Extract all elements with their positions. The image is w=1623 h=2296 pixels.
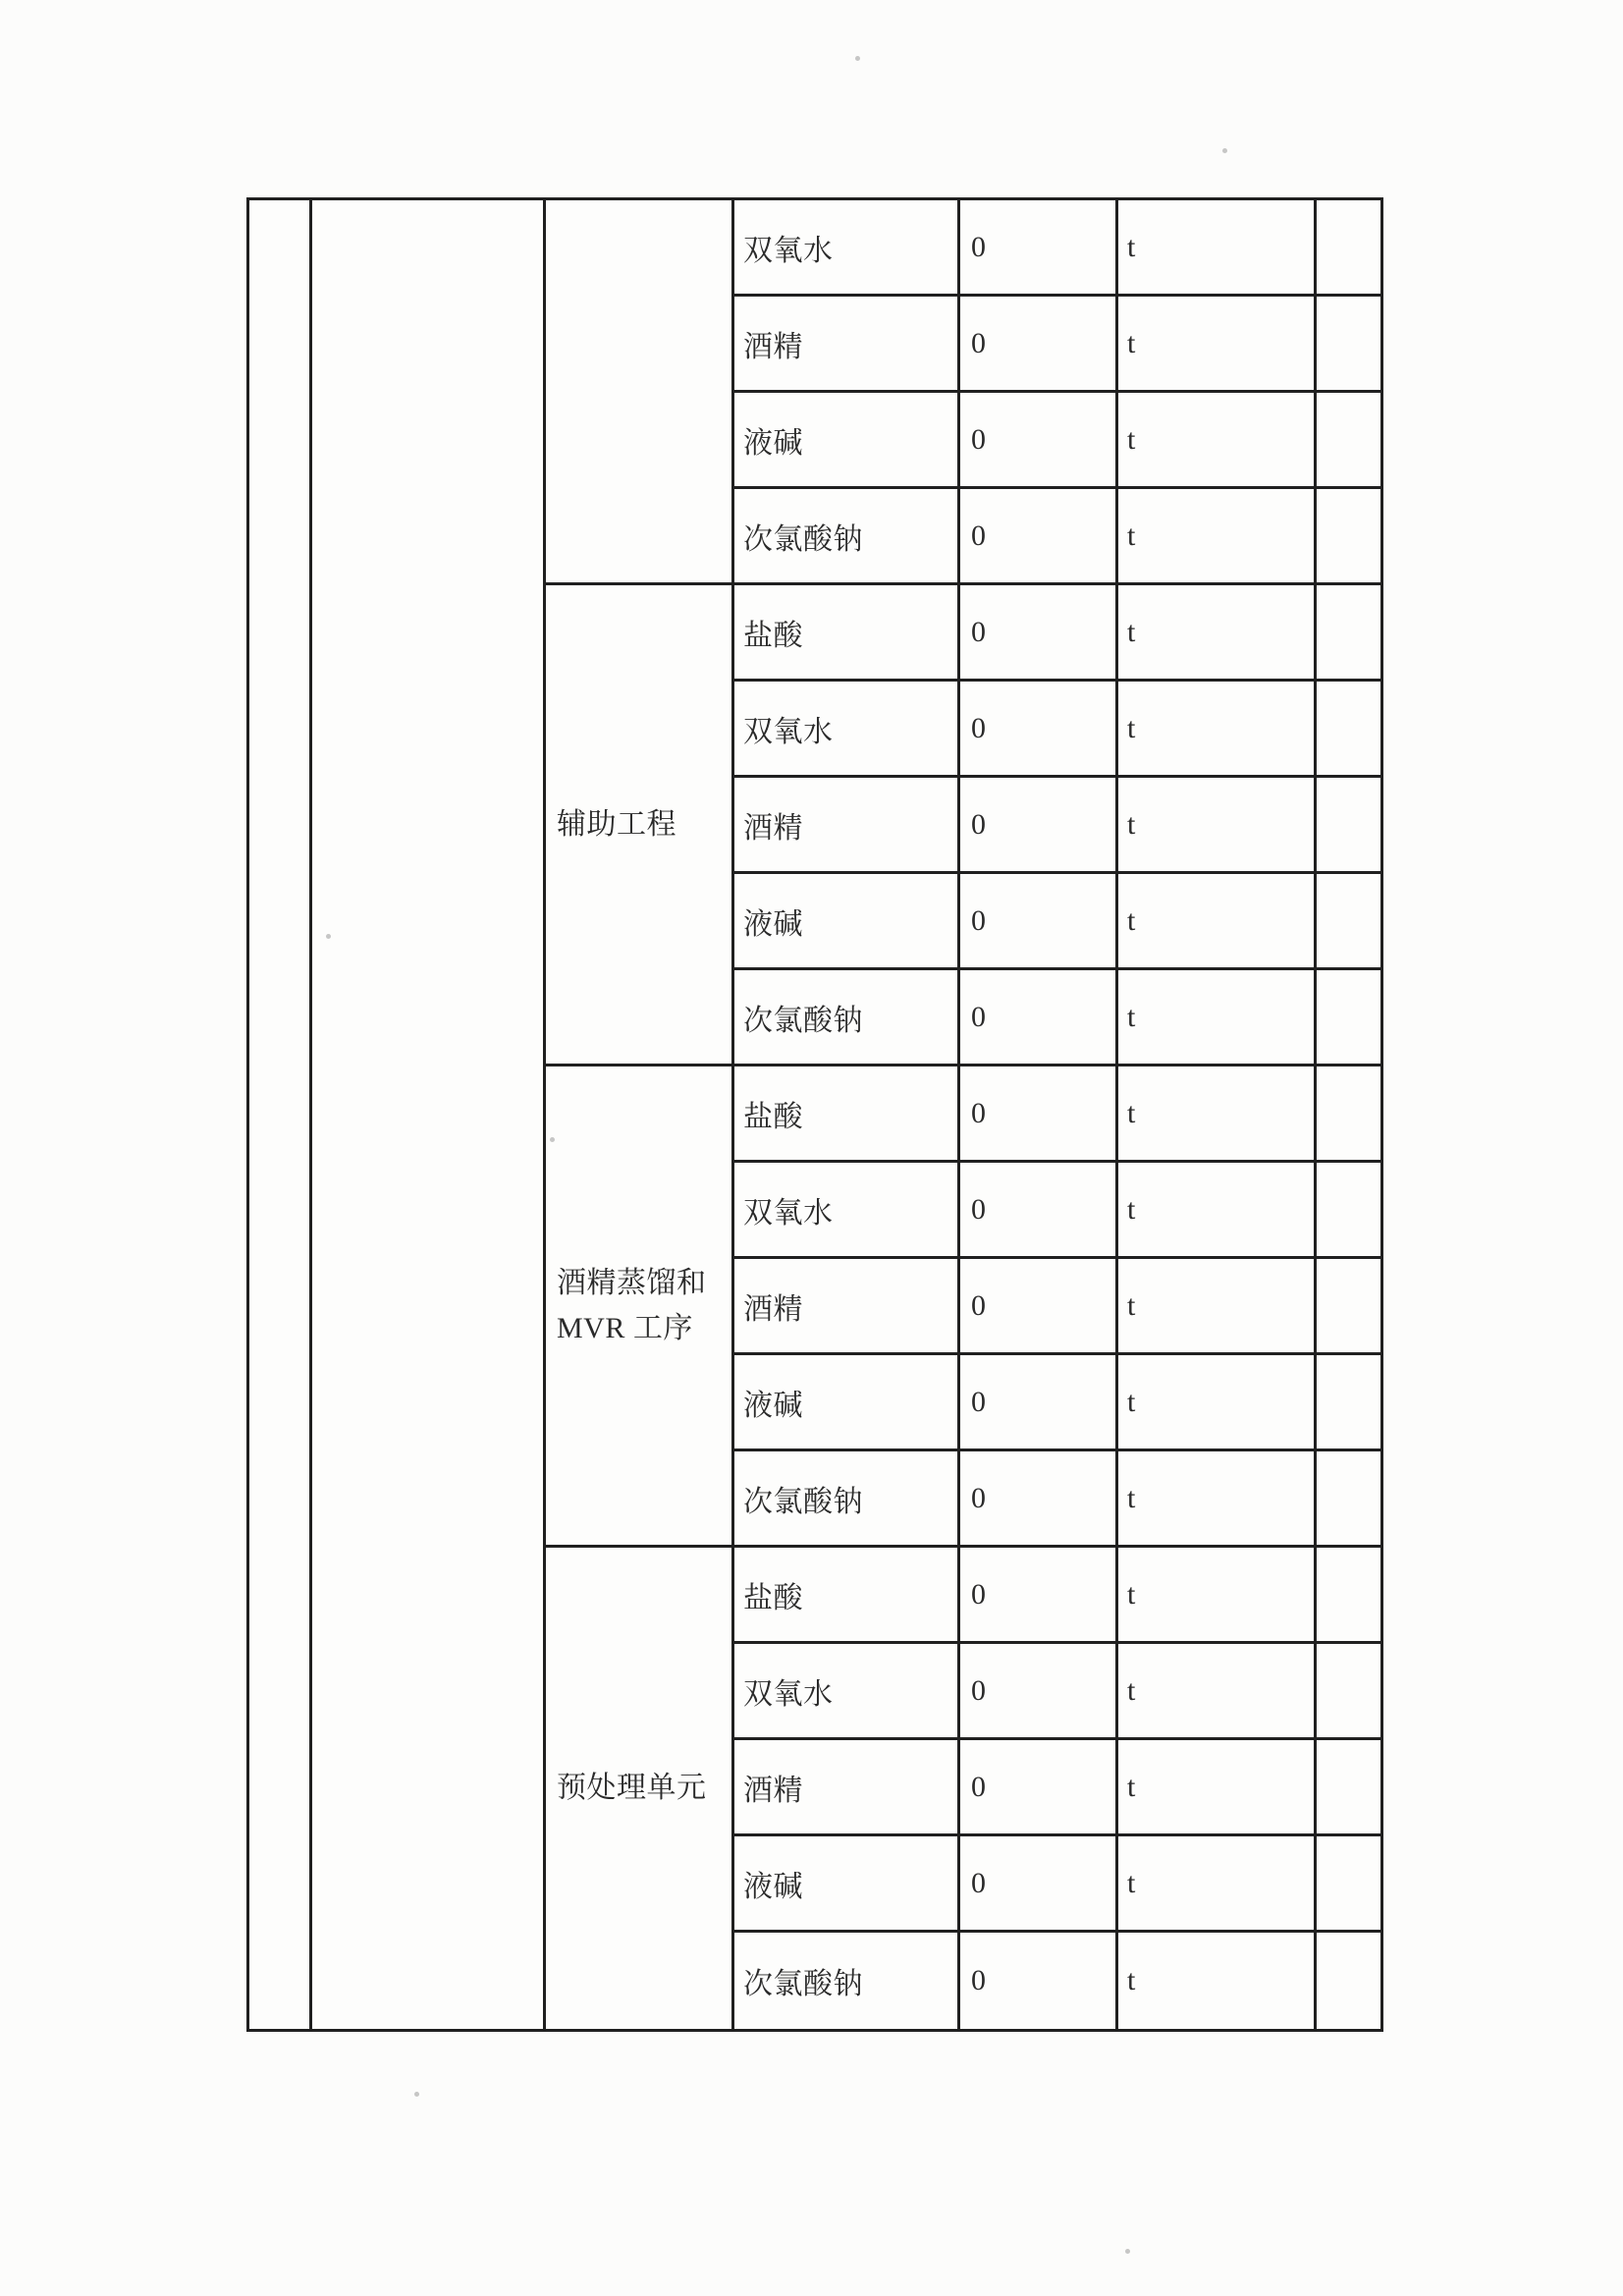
- chemical-name-cell: 酒精: [734, 297, 960, 393]
- unit-cell: t: [1118, 297, 1317, 393]
- unit-cell: t: [1118, 1355, 1317, 1451]
- value-cell: 0: [960, 200, 1118, 297]
- scan-speck: [414, 2092, 419, 2097]
- table-right-spacer-cell: [1317, 1259, 1380, 1355]
- table-empty-column: [312, 200, 546, 2029]
- unit-cell: t: [1118, 1740, 1317, 1836]
- table-right-spacer-cell: [1317, 1451, 1380, 1548]
- unit-cell: t: [1118, 1066, 1317, 1163]
- value-cell: 0: [960, 1740, 1118, 1836]
- table-right-spacer-cell: [1317, 1740, 1380, 1836]
- unit-cell: t: [1118, 1836, 1317, 1933]
- group-label-line: 预处理单元: [557, 1772, 707, 1804]
- table-right-spacer-cell: [1317, 1836, 1380, 1933]
- group-label-cell-continued: [546, 200, 734, 585]
- value-cell: 0: [960, 682, 1118, 778]
- value-cell: 0: [960, 393, 1118, 489]
- unit-cell: t: [1118, 1163, 1317, 1259]
- scan-speck: [550, 1137, 555, 1142]
- chemical-name-cell: 次氯酸钠: [734, 970, 960, 1066]
- table-right-spacer-cell: [1317, 1355, 1380, 1451]
- value-cell: 0: [960, 489, 1118, 585]
- chemical-name-cell: 盐酸: [734, 585, 960, 682]
- value-cell: 0: [960, 1355, 1118, 1451]
- value-cell: 0: [960, 1933, 1118, 2029]
- value-cell: 0: [960, 1163, 1118, 1259]
- group-label-line: 酒精蒸馏和: [557, 1266, 707, 1299]
- unit-cell: t: [1118, 585, 1317, 682]
- chemical-name-cell: 液碱: [734, 393, 960, 489]
- unit-cell: t: [1118, 682, 1317, 778]
- value-cell: 0: [960, 970, 1118, 1066]
- chemical-name-cell: 盐酸: [734, 1066, 960, 1163]
- unit-cell: t: [1118, 1259, 1317, 1355]
- value-cell: 0: [960, 1451, 1118, 1548]
- unit-cell: t: [1118, 778, 1317, 874]
- chemical-name-cell: 双氧水: [734, 682, 960, 778]
- chemical-name-cell: 双氧水: [734, 1163, 960, 1259]
- unit-cell: t: [1118, 200, 1317, 297]
- unit-cell: t: [1118, 874, 1317, 970]
- unit-cell: t: [1118, 1548, 1317, 1644]
- group-label-line: MVR 工序: [557, 1311, 693, 1344]
- chemical-name-cell: 次氯酸钠: [734, 489, 960, 585]
- unit-cell: t: [1118, 1644, 1317, 1740]
- chemical-name-cell: 酒精: [734, 1740, 960, 1836]
- group-label-cell-pretreatment-unit: [546, 1548, 734, 2029]
- table-right-spacer-cell: [1317, 1644, 1380, 1740]
- value-cell: 0: [960, 585, 1118, 682]
- value-cell: 0: [960, 874, 1118, 970]
- table-right-spacer-cell: [1317, 1066, 1380, 1163]
- table-right-spacer-cell: [1317, 393, 1380, 489]
- table-right-spacer-cell: [1317, 200, 1380, 297]
- chemical-name-cell: 双氧水: [734, 1644, 960, 1740]
- value-cell: 0: [960, 297, 1118, 393]
- unit-cell: t: [1118, 970, 1317, 1066]
- value-cell: 0: [960, 1259, 1118, 1355]
- chemical-name-cell: 液碱: [734, 874, 960, 970]
- value-cell: 0: [960, 1548, 1118, 1644]
- scan-speck: [1222, 148, 1227, 153]
- chemical-name-cell: 次氯酸钠: [734, 1933, 960, 2029]
- chemical-name-cell: 液碱: [734, 1836, 960, 1933]
- scan-speck: [326, 934, 331, 939]
- table-right-spacer-cell: [1317, 1163, 1380, 1259]
- chemical-name-cell: 酒精: [734, 778, 960, 874]
- value-cell: 0: [960, 1836, 1118, 1933]
- scan-speck: [1125, 2249, 1130, 2254]
- group-label-cell-distillation-mvr: [546, 1066, 734, 1548]
- table-right-spacer-cell: [1317, 778, 1380, 874]
- table-right-spacer-cell: [1317, 297, 1380, 393]
- value-cell: 0: [960, 1066, 1118, 1163]
- unit-cell: t: [1118, 489, 1317, 585]
- table-right-spacer-cell: [1317, 1933, 1380, 2029]
- chemical-name-cell: 次氯酸钠: [734, 1451, 960, 1548]
- table-right-spacer-cell: [1317, 970, 1380, 1066]
- group-label-line: 辅助工程: [557, 807, 676, 841]
- unit-cell: t: [1118, 1451, 1317, 1548]
- table-right-spacer-cell: [1317, 682, 1380, 778]
- scan-speck: [855, 56, 860, 61]
- unit-cell: t: [1118, 1933, 1317, 2029]
- value-cell: 0: [960, 778, 1118, 874]
- chemical-name-cell: 液碱: [734, 1355, 960, 1451]
- table-right-spacer-cell: [1317, 874, 1380, 970]
- unit-cell: t: [1118, 393, 1317, 489]
- table-right-spacer-cell: [1317, 489, 1380, 585]
- chemical-name-cell: 酒精: [734, 1259, 960, 1355]
- chemical-name-cell: 盐酸: [734, 1548, 960, 1644]
- chemical-name-cell: 双氧水: [734, 200, 960, 297]
- materials-consumption-table: [246, 197, 1383, 2032]
- group-label-cell-auxiliary-engineering: [546, 585, 734, 1066]
- table-right-spacer-cell: [1317, 1548, 1380, 1644]
- table-right-spacer-cell: [1317, 585, 1380, 682]
- value-cell: 0: [960, 1644, 1118, 1740]
- table-left-index-column: [249, 200, 312, 2029]
